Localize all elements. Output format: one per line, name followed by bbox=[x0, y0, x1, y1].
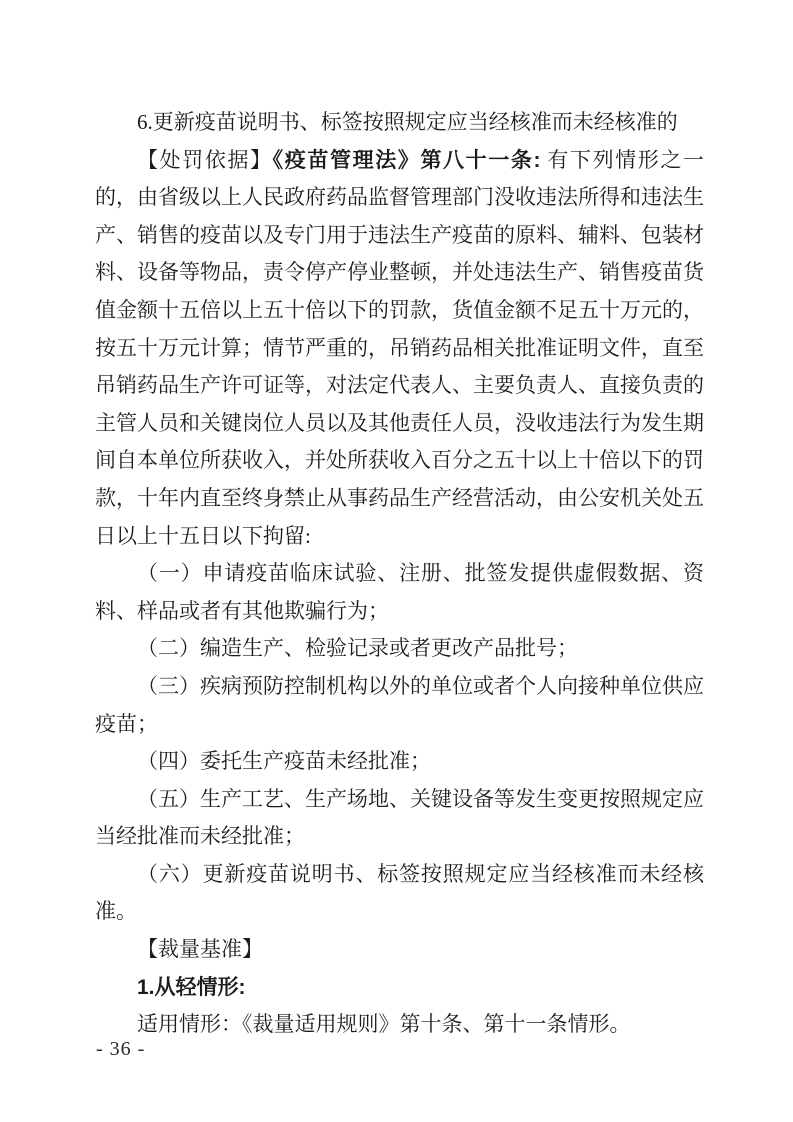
applicable-situation-paragraph: 适用情形：《裁量适用规则》第十条、第十一条情形。 bbox=[137, 1012, 631, 1037]
discretion-basis-header: 【裁量基准】 bbox=[137, 937, 263, 962]
enumerated-item-5: （五）生产工艺、生产场地、关键设备等发生变更按照规定应当经批准而未经批准； bbox=[95, 786, 704, 849]
enumerated-item-6: （六）更新疫苗说明书、标签按照规定应当经核准而未经核准。 bbox=[95, 861, 704, 924]
penalty-basis-paragraph bbox=[95, 142, 704, 556]
penalty-basis-text: 有下列情形之一的，由省级以上人民政府药品监督管理部门没收违法所得和违法生产、销售的疫苗以及专门用于违法生产疫苗的原料、辅料、包装材料、设备等物品，责令停产停业整顿，并处违法生产、销售疫苗货值金额十五倍以上五十倍以下的罚款，货值金额不足五十万元的，按五十万元计算；情节严重的，吊销药品相关批准证明文件，直至吊销药品生产许可证等，对法定代表人、主要负责人、直接负责的主管人员和关键岗位人员以及其他责任人员，没收违法行为发生期间自本单位所获收入，并处所获收入百分之五十以上十倍以下的罚款，十年内直至终身禁止从事药品生产经营活动，由公安机关处五日以上十五日以下拘留: bbox=[95, 147, 705, 548]
intro-line: 6.更新疫苗说明书、标签按照规定应当经核准而未经核准的 bbox=[137, 110, 678, 134]
enumerated-item-4: （四）委托生产疫苗未经批准； bbox=[137, 749, 431, 774]
lenient-circumstance-heading: 1.从轻情形: bbox=[137, 975, 246, 999]
page-number: - 36 - bbox=[96, 1038, 146, 1060]
enumerated-item-3: （三）疾病预防控制机构以外的单位或者个人向接种单位供应疫苗； bbox=[95, 673, 704, 736]
penalty-basis-label: 【处罚依据】 bbox=[137, 147, 273, 172]
law-reference: 《疫苗管理法》第八十一条: bbox=[272, 148, 541, 172]
enumerated-item-1: （一）申请疫苗临床试验、注册、批签发提供虚假数据、资料、样品或者有其他欺骗行为； bbox=[95, 561, 704, 623]
document-body bbox=[95, 104, 704, 1044]
enumerated-item-2: （二）编造生产、检验记录或者更改产品批号； bbox=[137, 636, 578, 661]
